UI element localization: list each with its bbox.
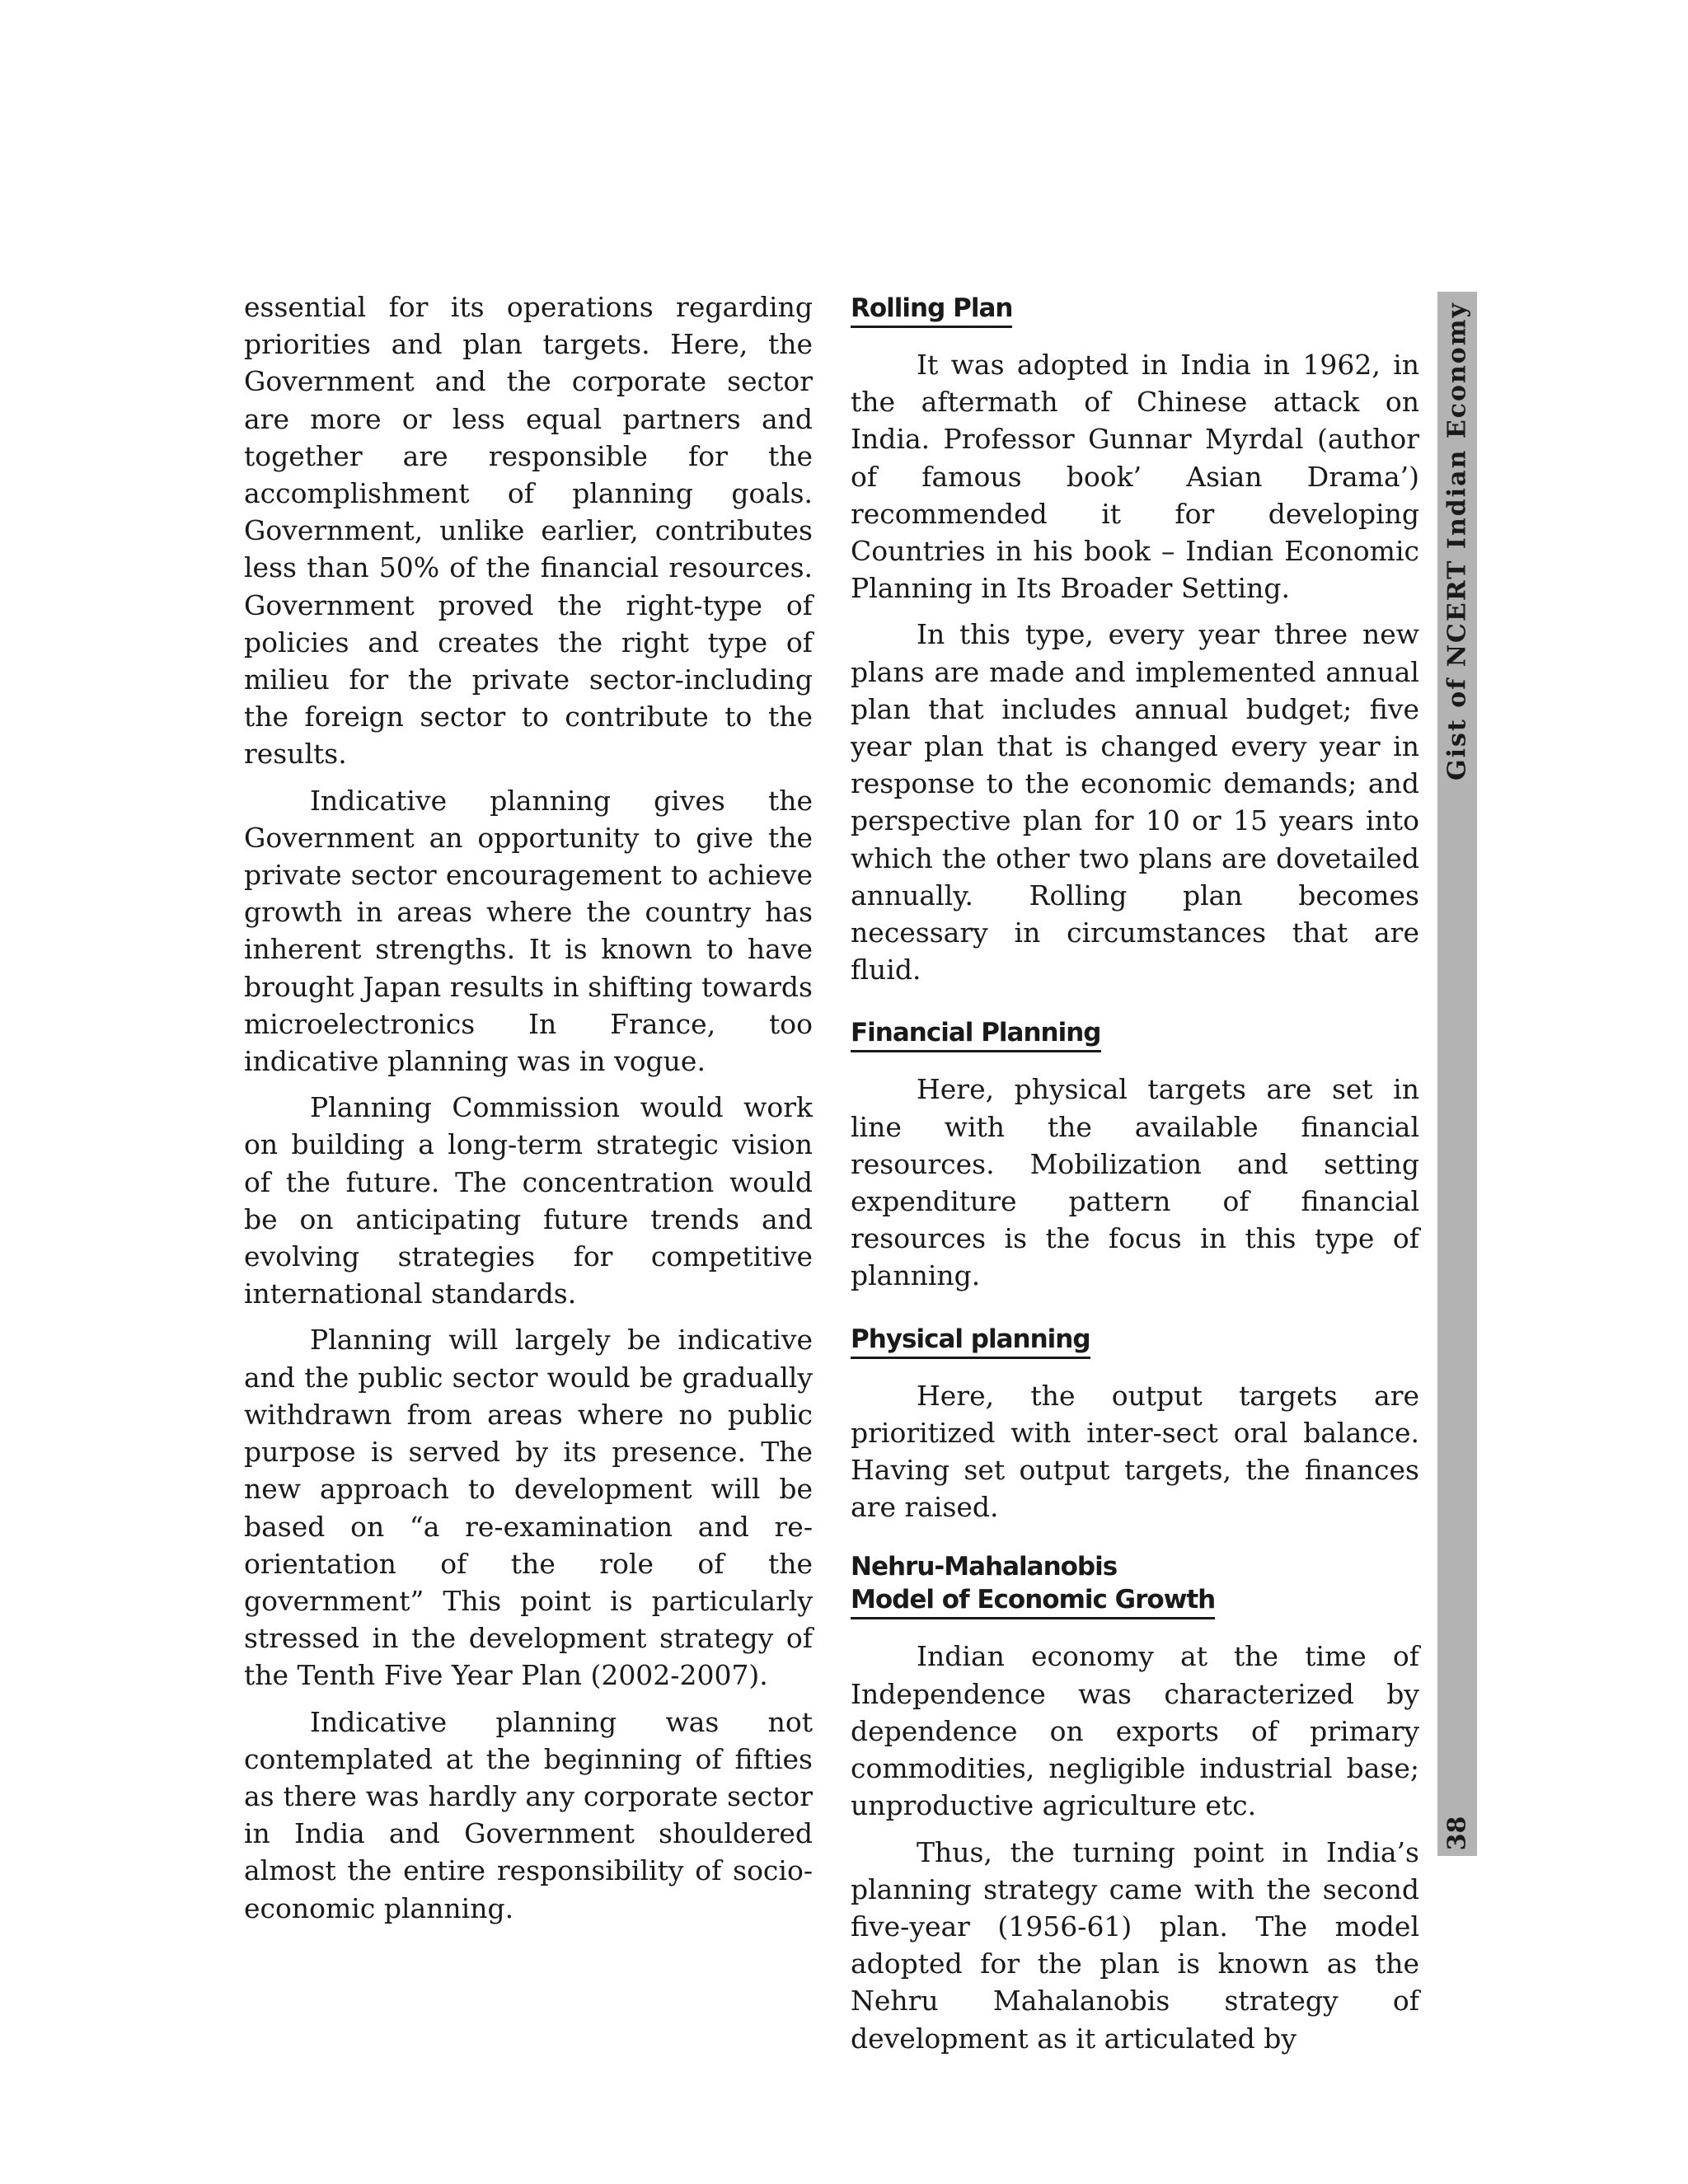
section-nehru-mahalanobis (851, 1550, 1419, 1638)
paragraph: Here, physical targets are set in line with the available financial resources. Mobilization and setting expenditure pattern of financial resources is the focus in this type of planning. (851, 1073, 1419, 1292)
paragraph: Planning Commission would work on building a long-term strategic vision of the future. The concentration would be on anticipating future trends and evolving strategies for competitive international standards. (244, 1091, 813, 1310)
paragraph: It was adopted in India in 1962, in the aftermath of Chinese attack on India. Professor Gunnar Myrdal (author of famous book’ Asian Drama’) recommended it for developing Countries in his book – Indian Economic Planning in Its Broader Setting. (851, 349, 1419, 605)
paragraph: Here, the output targets are prioritized with inter-sect oral balance. Having set output targets, the finances are raised. (851, 1379, 1419, 1524)
paragraph: Planning will largely be indicative and the public sector would be gradually withdrawn from areas where no public purpose is served by its presence. The new approach to development will be based on “a re-examination and re-orientation of the role of the government” This point is particularly stressed in the development strategy of the Tenth Five Year Plan (2002-2007). (244, 1324, 813, 1692)
left-column (244, 288, 813, 1936)
section-heading: Physical planning (851, 1323, 1090, 1359)
section-physical-planning (851, 1319, 1419, 1377)
paragraph: essential for its operations regarding priorities and plan targets. Here, the Government and the corporate sector are more or less equal partners and together are responsible for the accomplishment of planning goals. Government, unlike earlier, contributes less than 50% of the financial resources. Government proved the right-type of policies and creates the right type of milieu for the private sector-including the foreign sector to contribute to the results. (244, 291, 813, 771)
heading-line: Model of Economic Growth (851, 1585, 1216, 1615)
page-number-text: 38 (1442, 1816, 1472, 1850)
section-financial-planning (851, 1013, 1419, 1071)
paragraph: Indicative planning gives the Government an opportunity to give the private sector encouragement to achieve growth in areas where the country has inherent strengths. It is known to have brought Japan results in shifting towards microelectronics In France, too indicative planning was in vogue. (244, 784, 813, 1078)
section-rolling-plan (851, 288, 1419, 346)
paragraph: In this type, every year three new plans are made and implemented annual plan that includes annual budget; five year plan that is changed every year in response to the economic demands; and perspective plan for 10 or 15 years into which the other two plans are dovetailed annually. Rolling plan becomes necessary in circumstances that are fluid. (851, 618, 1419, 987)
right-column (851, 288, 1419, 2066)
paragraph: Thus, the turning point in India’s planning strategy came with the second five-year (1956-61) plan. The model adopted for the plan is known as the Nehru Mahalanobis strategy of development as it articulated by (851, 1835, 1419, 2055)
page-number (1439, 1810, 1475, 1856)
section-heading: Financial Planning (851, 1016, 1101, 1052)
paragraph: Indicative planning was not contemplated at the beginning of fifties as there was hardly any corporate sector in India and Government shouldered almost the entire responsibility of socio-economic planning. (244, 1705, 813, 1924)
paragraph: Indian economy at the time of Independence was characterized by dependence on exports of primary commodities, negligible industrial base; unproductive agriculture etc. (851, 1640, 1419, 1822)
section-heading (851, 1550, 1215, 1619)
running-title-text: Gist of NCERT Indian Economy (1442, 302, 1472, 780)
section-heading: Rolling Plan (851, 292, 1012, 328)
heading-line: Nehru-Mahalanobis (851, 1552, 1118, 1582)
